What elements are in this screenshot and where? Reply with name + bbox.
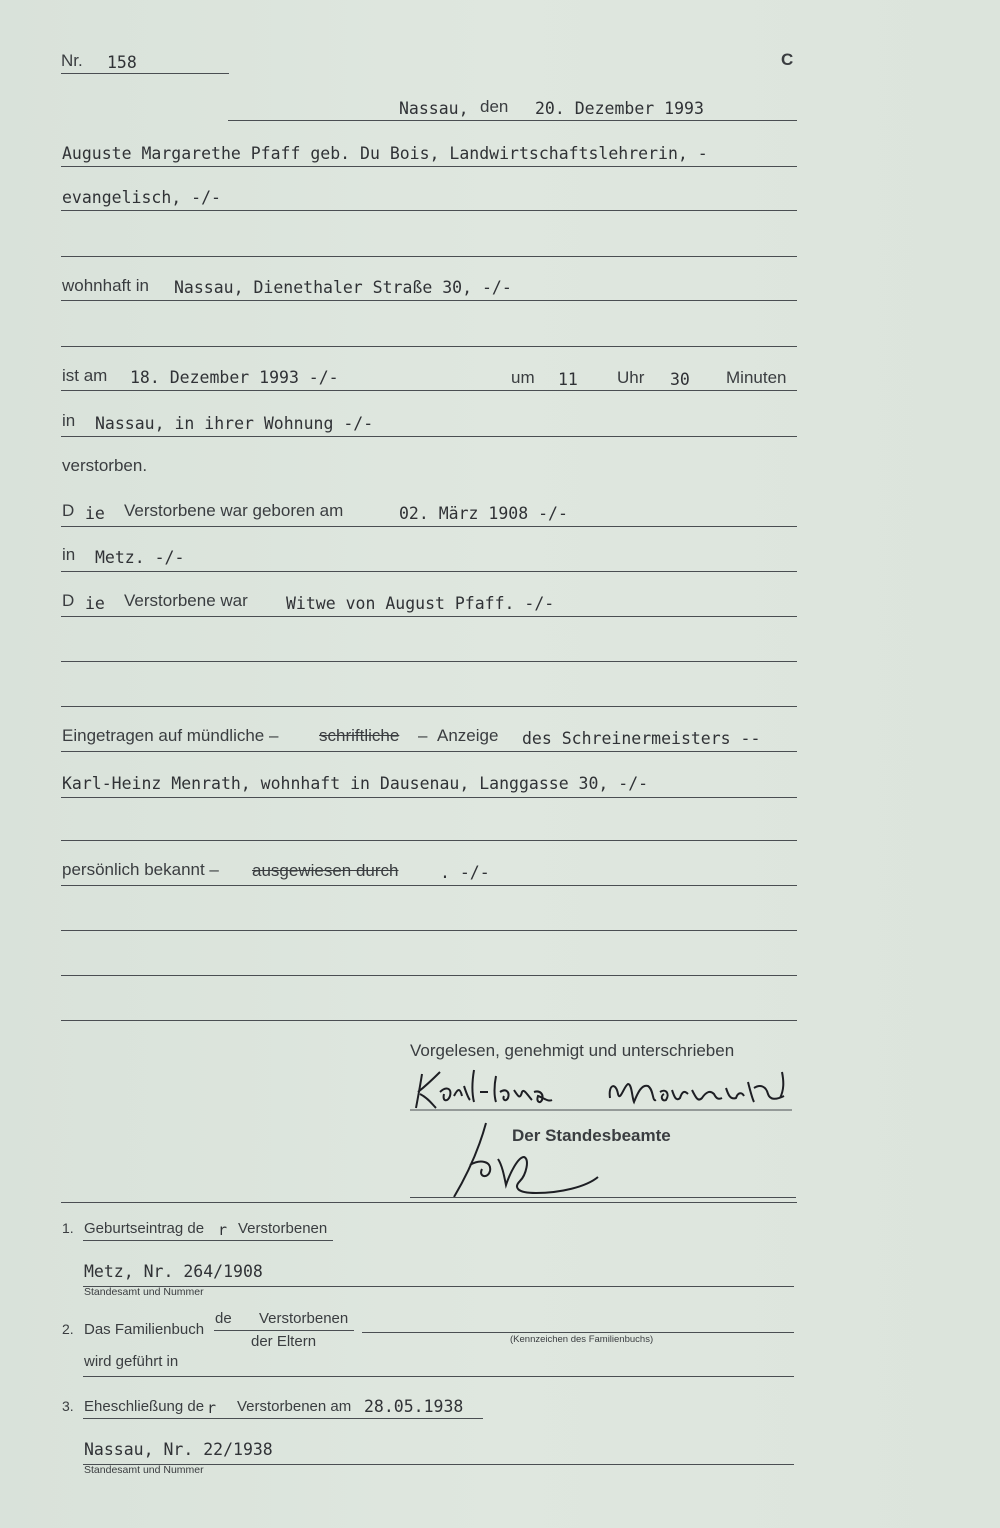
line-separator bbox=[61, 1202, 797, 1203]
n1-value: Metz, Nr. 264/1908 bbox=[84, 1262, 263, 1281]
death-place-value: Nassau, in ihrer Wohnung -/- bbox=[95, 414, 374, 433]
n2-eltern: der Eltern bbox=[251, 1333, 317, 1350]
ist-am-label: ist am bbox=[62, 366, 108, 385]
line-death-place bbox=[61, 436, 797, 437]
line-blank-2 bbox=[61, 346, 797, 347]
report-dash: – bbox=[418, 726, 428, 745]
report-value-line2: Karl-Heinz Menrath, wohnhaft in Dausenau, Langgasse 30, -/- bbox=[62, 774, 649, 793]
name-line: Auguste Margarethe Pfaff geb. Du Bois, Landwirtschaftslehrerin, - bbox=[62, 144, 708, 163]
line-blank-8 bbox=[61, 1020, 797, 1021]
death-minutes: 30 bbox=[670, 370, 690, 389]
line-religion bbox=[61, 210, 797, 211]
date-line bbox=[228, 120, 797, 121]
verstorben-label: verstorben. bbox=[62, 456, 148, 475]
report-anzeige: Anzeige bbox=[437, 726, 499, 745]
line-report-1 bbox=[61, 751, 797, 752]
line-registrar bbox=[410, 1197, 796, 1198]
n2-line2: wird geführt in bbox=[84, 1353, 179, 1370]
birth-label: Verstorbene war geboren am bbox=[124, 501, 344, 520]
n1-caption: Standesamt und Nummer bbox=[84, 1286, 204, 1298]
um-label: um bbox=[511, 368, 535, 387]
line-report-2 bbox=[61, 797, 797, 798]
birth-ie-value: ie bbox=[85, 504, 105, 523]
n1-label-line bbox=[83, 1240, 333, 1241]
marital-d-label: D bbox=[62, 591, 75, 610]
read-label: Vorgelesen, genehmigt und unterschrieben bbox=[410, 1041, 735, 1060]
birth-place-value: Metz. -/- bbox=[95, 548, 185, 567]
nr-value: 158 bbox=[107, 53, 137, 72]
line-death-date bbox=[61, 390, 797, 391]
n2-label: Das Familienbuch bbox=[84, 1321, 205, 1338]
n3-label-line bbox=[83, 1418, 483, 1419]
nr-line bbox=[61, 73, 229, 74]
marital-ie-value: ie bbox=[85, 594, 105, 613]
line-blank-7 bbox=[61, 975, 797, 976]
corner-letter: C bbox=[781, 50, 794, 69]
line-blank-6 bbox=[61, 930, 797, 931]
residence-value: Nassau, Dienethaler Straße 30, -/- bbox=[174, 278, 512, 297]
den-label: den bbox=[480, 97, 509, 116]
n2-fraction-line bbox=[214, 1330, 354, 1331]
known-struck: ausgewiesen durch bbox=[252, 861, 399, 880]
n3-date: 28.05.1938 bbox=[364, 1397, 464, 1416]
in-label: in bbox=[62, 411, 76, 430]
death-hour: 11 bbox=[558, 370, 578, 389]
n1-num: 1. bbox=[62, 1220, 74, 1236]
n3-caption: Standesamt und Nummer bbox=[84, 1464, 204, 1476]
n2-verstorbenen: Verstorbenen bbox=[259, 1310, 349, 1327]
line-birth-date bbox=[61, 526, 797, 527]
report-prefix: Eingetragen auf mündliche – bbox=[62, 726, 279, 745]
marital-value: Witwe von August Pfaff. -/- bbox=[286, 594, 555, 613]
registrar-label: Der Standesbeamte bbox=[512, 1126, 671, 1145]
nr-label: Nr. bbox=[61, 51, 83, 70]
birth-date-value: 02. März 1908 -/- bbox=[399, 504, 568, 523]
n1-r: r bbox=[218, 1221, 228, 1239]
place-value: Nassau, bbox=[399, 99, 469, 118]
report-struck: schriftliche bbox=[319, 726, 400, 745]
known-value: . -/- bbox=[440, 863, 490, 882]
line-known bbox=[61, 885, 797, 886]
date-value: 20. Dezember 1993 bbox=[535, 99, 704, 118]
line-birth-place bbox=[61, 571, 797, 572]
n1-label: Geburtseintrag de bbox=[84, 1220, 205, 1237]
line-residence bbox=[61, 300, 797, 301]
n3-num: 3. bbox=[62, 1398, 74, 1414]
n1-label2: Verstorbenen bbox=[238, 1220, 328, 1237]
line-blank-3 bbox=[61, 661, 797, 662]
known-label: persönlich bekannt – bbox=[62, 860, 219, 879]
n2-caption: (Kennzeichen des Familienbuchs) bbox=[510, 1334, 654, 1345]
n2-value-line bbox=[362, 1332, 794, 1333]
line-blank-5 bbox=[61, 840, 797, 841]
line-name bbox=[61, 166, 797, 167]
n2-de: de bbox=[215, 1310, 232, 1327]
marital-label: Verstorbene war bbox=[124, 591, 248, 610]
birth-in-label: in bbox=[62, 545, 76, 564]
n3-r: r bbox=[207, 1399, 217, 1417]
registrar-signature bbox=[440, 1115, 640, 1205]
line-marital bbox=[61, 616, 797, 617]
birth-d-label: D bbox=[62, 501, 75, 520]
n3-label2: Verstorbenen am bbox=[237, 1398, 352, 1415]
report-value-line1: des Schreinermeisters -- bbox=[522, 729, 761, 748]
signer-signature bbox=[410, 1062, 800, 1117]
n2-line2-line bbox=[83, 1376, 794, 1377]
n3-value: Nassau, Nr. 22/1938 bbox=[84, 1440, 273, 1459]
minuten-label: Minuten bbox=[726, 368, 787, 387]
religion-line: evangelisch, -/- bbox=[62, 188, 221, 207]
n3-label: Eheschließung de bbox=[84, 1398, 205, 1415]
uhr-label: Uhr bbox=[617, 368, 645, 387]
line-blank-1 bbox=[61, 256, 797, 257]
line-blank-4 bbox=[61, 706, 797, 707]
residence-label: wohnhaft in bbox=[62, 276, 149, 295]
n2-num: 2. bbox=[62, 1321, 74, 1337]
death-date-value: 18. Dezember 1993 -/- bbox=[130, 368, 339, 387]
